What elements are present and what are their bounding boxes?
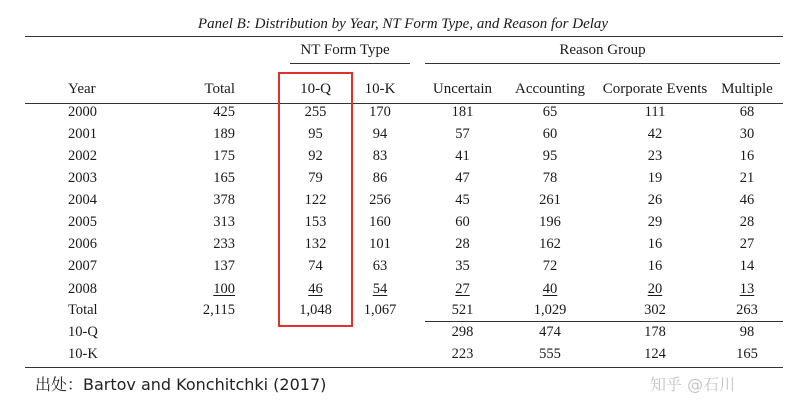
- table-cell-total: 189: [213, 126, 235, 142]
- table-cell-year: 2002: [68, 148, 97, 164]
- total-rule: [425, 321, 783, 322]
- table-cell-10k: 54: [372, 281, 388, 297]
- table-cell-multiple: 165: [736, 346, 758, 362]
- table-cell-10k: 94: [372, 126, 388, 142]
- table-cell-year: 2007: [68, 258, 97, 274]
- table-cell-corporate-events: 178: [644, 324, 666, 340]
- table-cell-multiple: 263: [736, 302, 758, 318]
- column-header-uncertain: Uncertain: [432, 81, 493, 97]
- table-cell-multiple: 98: [739, 324, 755, 340]
- table-cell-year: Total: [68, 302, 98, 318]
- table-cell-uncertain: 47: [455, 170, 470, 186]
- table-cell-uncertain: 41: [455, 148, 470, 164]
- table-cell-corporate-events: 16: [647, 258, 663, 274]
- table-cell-uncertain: 57: [455, 126, 470, 142]
- table-cell-accounting: 78: [542, 170, 558, 186]
- table-cell-accounting: 555: [539, 346, 561, 362]
- table-cell-total: 175: [213, 148, 235, 164]
- table-cell-10k: 1,067: [363, 302, 397, 318]
- table-cell-accounting: 474: [539, 324, 561, 340]
- reason-group-rule: [425, 63, 780, 64]
- column-header-year: Year: [68, 81, 96, 97]
- table-cell-total: 378: [213, 192, 235, 208]
- table-cell-accounting: 65: [542, 104, 558, 120]
- nt-form-type-rule: [290, 63, 410, 64]
- table-cell-10q: 79: [308, 170, 323, 186]
- table-cell-10q: 153: [304, 214, 327, 230]
- watermark: 知乎 @石川: [650, 375, 736, 394]
- table-cell-uncertain: 223: [451, 346, 474, 362]
- table-cell-year: 10-Q: [68, 324, 98, 340]
- table-cell-multiple: 30: [739, 126, 755, 142]
- table-cell-10q: 255: [304, 104, 327, 120]
- table-cell-multiple: 14: [739, 258, 755, 274]
- column-header-10k: 10-K: [364, 81, 396, 97]
- table-cell-10k: 101: [369, 236, 391, 252]
- table-cell-year: 2008: [68, 281, 97, 297]
- table-cell-corporate-events: 16: [647, 236, 663, 252]
- source-citation: 出处：Bartov and Konchitchki (2017): [35, 375, 327, 394]
- table-cell-total: 2,115: [202, 302, 235, 318]
- column-header-10q: 10-Q: [300, 81, 331, 97]
- table-cell-corporate-events: 29: [647, 214, 663, 230]
- table-cell-multiple: 28: [739, 214, 755, 230]
- highlight-10q-column: [278, 72, 353, 327]
- table-cell-year: 2000: [68, 104, 97, 120]
- top-rule: [25, 36, 783, 37]
- table-cell-10k: 86: [372, 170, 388, 186]
- table-cell-year: 2001: [68, 126, 97, 142]
- table-cell-10q: 132: [304, 236, 327, 252]
- table-cell-10q: 95: [308, 126, 323, 142]
- table-cell-10q: 1,048: [299, 302, 332, 318]
- table-cell-uncertain: 298: [451, 324, 474, 340]
- table-cell-accounting: 95: [542, 148, 558, 164]
- table-cell-multiple: 68: [739, 104, 755, 120]
- column-header-multiple: Multiple: [721, 81, 773, 97]
- table-cell-accounting: 196: [539, 214, 561, 230]
- table-cell-accounting: 60: [542, 126, 558, 142]
- table-cell-corporate-events: 42: [647, 126, 663, 142]
- table-cell-corporate-events: 19: [647, 170, 663, 186]
- table-cell-accounting: 72: [542, 258, 558, 274]
- table-cell-total: 313: [213, 214, 235, 230]
- table-cell-total: 137: [213, 258, 235, 274]
- table-cell-accounting: 261: [539, 192, 561, 208]
- table-cell-total: 100: [213, 281, 235, 297]
- table-cell-uncertain: 521: [451, 302, 474, 318]
- table-cell-corporate-events: 111: [644, 104, 666, 120]
- table-cell-corporate-events: 302: [644, 302, 666, 318]
- table-cell-accounting: 162: [539, 236, 561, 252]
- table-cell-corporate-events: 26: [647, 192, 663, 208]
- table-cell-total: 425: [213, 104, 235, 120]
- column-header-accounting: Accounting: [515, 81, 585, 97]
- table-cell-10q: 122: [304, 192, 327, 208]
- table-cell-total: 233: [213, 236, 235, 252]
- table-cell-corporate-events: 20: [647, 281, 663, 297]
- table-cell-total: 165: [213, 170, 235, 186]
- table-cell-year: 2003: [68, 170, 97, 186]
- table-cell-uncertain: 28: [455, 236, 470, 252]
- table-cell-corporate-events: 124: [644, 346, 666, 362]
- table-cell-10k: 170: [369, 104, 391, 120]
- bottom-rule: [25, 367, 783, 368]
- header-rule: [25, 103, 783, 104]
- table-cell-year: 2005: [68, 214, 97, 230]
- table-cell-corporate-events: 23: [647, 148, 663, 164]
- column-header-corporate-events: Corporate Events: [602, 81, 708, 97]
- table-cell-accounting: 1,029: [533, 302, 567, 318]
- table-cell-multiple: 27: [739, 236, 755, 252]
- group-header-reason-group: Reason Group: [559, 42, 646, 58]
- table-cell-10k: 63: [372, 258, 388, 274]
- table-cell-10k: 83: [372, 148, 388, 164]
- table-cell-multiple: 13: [739, 281, 755, 297]
- table-cell-10q: 92: [308, 148, 323, 164]
- table-cell-10k: 256: [369, 192, 391, 208]
- table-cell-10q: 74: [308, 258, 323, 274]
- table-cell-multiple: 46: [739, 192, 755, 208]
- table-title: Panel B: Distribution by Year, NT Form Type, and Reason for Delay: [197, 16, 609, 32]
- table-cell-uncertain: 45: [455, 192, 470, 208]
- table-cell-year: 10-K: [68, 346, 98, 362]
- table-cell-uncertain: 60: [455, 214, 470, 230]
- column-header-total: Total: [204, 81, 235, 97]
- table-cell-10q: 46: [308, 281, 323, 297]
- table-cell-uncertain: 35: [455, 258, 470, 274]
- table-cell-year: 2006: [68, 236, 97, 252]
- table-cell-uncertain: 27: [455, 281, 470, 297]
- group-header-nt-form-type: NT Form Type: [300, 42, 390, 58]
- table-cell-year: 2004: [68, 192, 97, 208]
- table-cell-uncertain: 181: [451, 104, 474, 120]
- table-cell-multiple: 16: [739, 148, 755, 164]
- table-cell-accounting: 40: [542, 281, 558, 297]
- table-cell-10k: 160: [369, 214, 391, 230]
- table-cell-multiple: 21: [739, 170, 755, 186]
